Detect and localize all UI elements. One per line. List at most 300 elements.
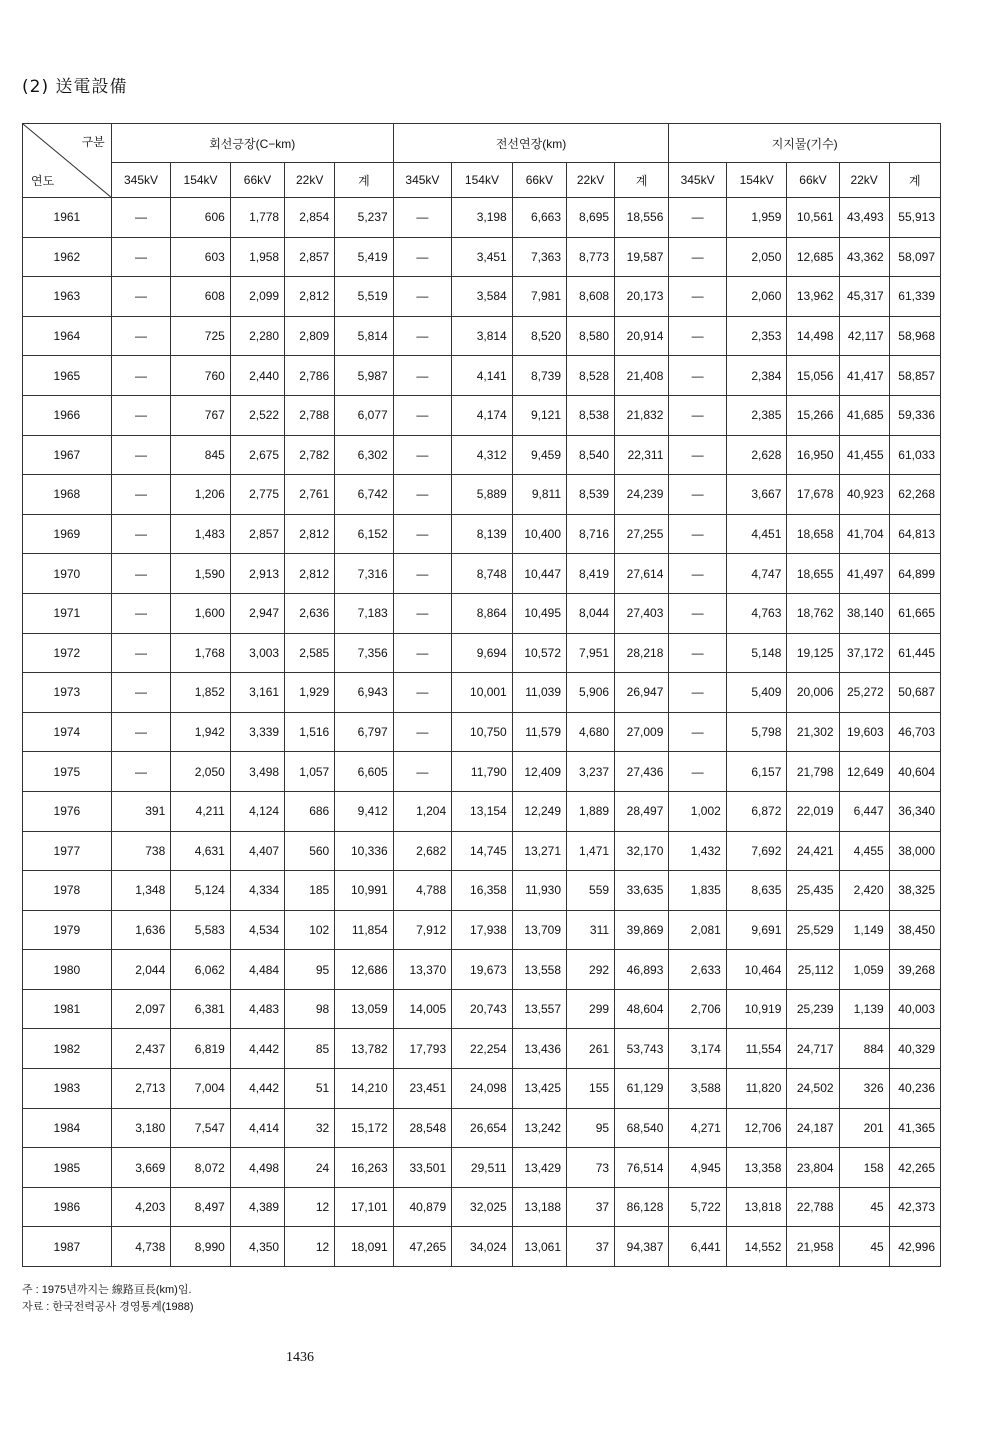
value-cell: 4,442 — [230, 1029, 284, 1069]
value-cell: 2,854 — [285, 198, 335, 238]
year-cell: 1968 — [23, 475, 112, 515]
value-cell: 43,362 — [839, 237, 889, 277]
value-cell: 24,239 — [615, 475, 669, 515]
value-cell: 86,128 — [615, 1187, 669, 1227]
value-cell: 2,628 — [726, 435, 787, 475]
value-cell: 24,187 — [787, 1108, 839, 1148]
value-cell: 6,819 — [171, 1029, 231, 1069]
value-cell: — — [111, 237, 171, 277]
value-cell: 4,174 — [452, 395, 513, 435]
value-cell: 41,365 — [889, 1108, 940, 1148]
value-cell: 32 — [285, 1108, 335, 1148]
value-cell: 46,703 — [889, 712, 940, 752]
value-cell: 41,455 — [839, 435, 889, 475]
value-cell: 559 — [567, 871, 615, 911]
value-cell: 1,835 — [669, 871, 726, 911]
value-cell: 61,665 — [889, 593, 940, 633]
value-cell: 7,912 — [393, 910, 451, 950]
value-cell: 6,441 — [669, 1227, 726, 1267]
value-cell: 42,996 — [889, 1227, 940, 1267]
value-cell: 326 — [839, 1069, 889, 1109]
value-cell: 3,174 — [669, 1029, 726, 1069]
value-cell: 1,149 — [839, 910, 889, 950]
value-cell: 1,483 — [171, 514, 231, 554]
value-cell: 9,811 — [512, 475, 566, 515]
value-cell: 19,603 — [839, 712, 889, 752]
subheader-cell: 22kV — [285, 163, 335, 198]
value-cell: 3,588 — [669, 1069, 726, 1109]
value-cell: 22,311 — [615, 435, 669, 475]
value-cell: — — [111, 633, 171, 673]
value-cell: 19,587 — [615, 237, 669, 277]
year-cell: 1977 — [23, 831, 112, 871]
value-cell: 17,101 — [335, 1187, 393, 1227]
value-cell: — — [669, 198, 726, 238]
value-cell: 1,958 — [230, 237, 284, 277]
value-cell: 2,636 — [285, 593, 335, 633]
value-cell: 20,743 — [452, 989, 513, 1029]
table-row — [23, 593, 941, 633]
value-cell: 53,743 — [615, 1029, 669, 1069]
value-cell: 4,534 — [230, 910, 284, 950]
value-cell: 4,407 — [230, 831, 284, 871]
value-cell: 36,340 — [889, 791, 940, 831]
year-cell: 1978 — [23, 871, 112, 911]
year-cell: 1971 — [23, 593, 112, 633]
value-cell: 1,768 — [171, 633, 231, 673]
value-cell: 64,813 — [889, 514, 940, 554]
value-cell: 10,447 — [512, 554, 566, 594]
value-cell: 13,188 — [512, 1187, 566, 1227]
value-cell: — — [111, 395, 171, 435]
value-cell: 560 — [285, 831, 335, 871]
value-cell: 3,814 — [452, 316, 513, 356]
year-cell: 1970 — [23, 554, 112, 594]
subheader-cell: 22kV — [839, 163, 889, 198]
value-cell: 3,339 — [230, 712, 284, 752]
value-cell: 2,782 — [285, 435, 335, 475]
subheader-cell: 66kV — [787, 163, 839, 198]
table-row — [23, 712, 941, 752]
value-cell: 21,302 — [787, 712, 839, 752]
value-cell: 25,112 — [787, 950, 839, 990]
value-cell: 5,889 — [452, 475, 513, 515]
value-cell: — — [669, 435, 726, 475]
value-cell: 61,445 — [889, 633, 940, 673]
table-row — [23, 1187, 941, 1227]
year-cell: 1969 — [23, 514, 112, 554]
year-cell: 1965 — [23, 356, 112, 396]
value-cell: 2,585 — [285, 633, 335, 673]
value-cell: 24,717 — [787, 1029, 839, 1069]
value-cell: 3,180 — [111, 1108, 171, 1148]
value-cell: 8,139 — [452, 514, 513, 554]
value-cell: — — [111, 554, 171, 594]
table-row — [23, 395, 941, 435]
value-cell: 155 — [567, 1069, 615, 1109]
table-row — [23, 1227, 941, 1267]
value-cell: 20,173 — [615, 277, 669, 317]
table-row — [23, 871, 941, 911]
value-cell: — — [111, 752, 171, 792]
value-cell: 27,403 — [615, 593, 669, 633]
value-cell: 28,548 — [393, 1108, 451, 1148]
table-row — [23, 277, 941, 317]
value-cell: — — [669, 554, 726, 594]
value-cell: 10,400 — [512, 514, 566, 554]
group-header-supports: 지지물(기수) — [669, 124, 941, 163]
value-cell: — — [669, 593, 726, 633]
footnote-note: 주 : 1975년까지는 線路亘長(km)임. — [22, 1284, 192, 1296]
value-cell: 20,006 — [787, 673, 839, 713]
group-header-conductor-length: 전선연장(km) — [393, 124, 669, 163]
page-number: 1436 — [286, 1350, 314, 1365]
year-cell: 1981 — [23, 989, 112, 1029]
value-cell: 18,655 — [787, 554, 839, 594]
value-cell: 8,773 — [567, 237, 615, 277]
value-cell: 1,059 — [839, 950, 889, 990]
value-cell: — — [669, 277, 726, 317]
value-cell: 2,440 — [230, 356, 284, 396]
value-cell: 4,763 — [726, 593, 787, 633]
table-row — [23, 198, 941, 238]
year-cell: 1976 — [23, 791, 112, 831]
value-cell: 201 — [839, 1108, 889, 1148]
value-cell: 5,148 — [726, 633, 787, 673]
value-cell: 13,429 — [512, 1148, 566, 1188]
value-cell: 42,117 — [839, 316, 889, 356]
value-cell: 46,893 — [615, 950, 669, 990]
value-cell: 29,511 — [452, 1148, 513, 1188]
value-cell: 1,636 — [111, 910, 171, 950]
value-cell: 48,604 — [615, 989, 669, 1029]
value-cell: 1,432 — [669, 831, 726, 871]
value-cell: 17,678 — [787, 475, 839, 515]
value-cell: 606 — [171, 198, 231, 238]
value-cell: 13,242 — [512, 1108, 566, 1148]
value-cell: 22,788 — [787, 1187, 839, 1227]
value-cell: — — [111, 514, 171, 554]
value-cell: 13,558 — [512, 950, 566, 990]
year-cell: 1962 — [23, 237, 112, 277]
value-cell: 98 — [285, 989, 335, 1029]
value-cell: 4,271 — [669, 1108, 726, 1148]
value-cell: 6,062 — [171, 950, 231, 990]
value-cell: — — [669, 712, 726, 752]
value-cell: 311 — [567, 910, 615, 950]
value-cell: 4,334 — [230, 871, 284, 911]
value-cell: 2,081 — [669, 910, 726, 950]
corner-label-year: 연도 — [31, 174, 55, 188]
value-cell: 9,691 — [726, 910, 787, 950]
table-row — [23, 1029, 941, 1069]
value-cell: 2,050 — [171, 752, 231, 792]
value-cell: 41,417 — [839, 356, 889, 396]
value-cell: — — [669, 475, 726, 515]
value-cell: 11,820 — [726, 1069, 787, 1109]
table-row — [23, 475, 941, 515]
value-cell: 23,451 — [393, 1069, 451, 1109]
value-cell: 4,211 — [171, 791, 231, 831]
value-cell: 13,436 — [512, 1029, 566, 1069]
value-cell: 21,958 — [787, 1227, 839, 1267]
value-cell: 13,425 — [512, 1069, 566, 1109]
value-cell: — — [393, 554, 451, 594]
value-cell: 6,663 — [512, 198, 566, 238]
value-cell: 50,687 — [889, 673, 940, 713]
year-cell: 1963 — [23, 277, 112, 317]
value-cell: — — [111, 316, 171, 356]
year-cell: 1984 — [23, 1108, 112, 1148]
value-cell: 1,852 — [171, 673, 231, 713]
value-cell: 1,590 — [171, 554, 231, 594]
value-cell: 20,914 — [615, 316, 669, 356]
subheader-cell: 계 — [615, 163, 669, 198]
value-cell: 1,600 — [171, 593, 231, 633]
value-cell: 4,389 — [230, 1187, 284, 1227]
value-cell: 686 — [285, 791, 335, 831]
value-cell: 25,435 — [787, 871, 839, 911]
value-cell: 11,554 — [726, 1029, 787, 1069]
year-cell: 1967 — [23, 435, 112, 475]
value-cell: 12,649 — [839, 752, 889, 792]
value-cell: 10,572 — [512, 633, 566, 673]
value-cell: 26,947 — [615, 673, 669, 713]
subheader-cell: 345kV — [669, 163, 726, 198]
value-cell: 13,962 — [787, 277, 839, 317]
value-cell: 14,210 — [335, 1069, 393, 1109]
value-cell: — — [393, 316, 451, 356]
table-row — [23, 831, 941, 871]
value-cell: 4,442 — [230, 1069, 284, 1109]
footnote-source: 자료 : 한국전력공사 경영통계(1988) — [22, 1301, 194, 1313]
value-cell: 18,658 — [787, 514, 839, 554]
value-cell: 61,339 — [889, 277, 940, 317]
value-cell: 6,152 — [335, 514, 393, 554]
subheader-cell: 154kV — [171, 163, 231, 198]
value-cell: 13,370 — [393, 950, 451, 990]
value-cell: 38,450 — [889, 910, 940, 950]
value-cell: 23,804 — [787, 1148, 839, 1188]
value-cell: 2,812 — [285, 554, 335, 594]
value-cell: 3,161 — [230, 673, 284, 713]
value-cell: 41,497 — [839, 554, 889, 594]
value-cell: — — [393, 593, 451, 633]
value-cell: 8,520 — [512, 316, 566, 356]
table-row — [23, 514, 941, 554]
value-cell: 27,255 — [615, 514, 669, 554]
value-cell: 25,239 — [787, 989, 839, 1029]
value-cell: 4,738 — [111, 1227, 171, 1267]
value-cell: — — [393, 237, 451, 277]
table-row — [23, 554, 941, 594]
value-cell: 45 — [839, 1187, 889, 1227]
value-cell: 73 — [567, 1148, 615, 1188]
value-cell: 9,412 — [335, 791, 393, 831]
value-cell: — — [669, 316, 726, 356]
value-cell: 18,556 — [615, 198, 669, 238]
value-cell: 8,072 — [171, 1148, 231, 1188]
table-row — [23, 910, 941, 950]
value-cell: 11,790 — [452, 752, 513, 792]
year-cell: 1966 — [23, 395, 112, 435]
value-cell: 2,280 — [230, 316, 284, 356]
value-cell: 32,170 — [615, 831, 669, 871]
value-cell: 15,266 — [787, 395, 839, 435]
value-cell: 4,631 — [171, 831, 231, 871]
value-cell: — — [111, 475, 171, 515]
value-cell: 4,455 — [839, 831, 889, 871]
value-cell: 27,009 — [615, 712, 669, 752]
value-cell: 45,317 — [839, 277, 889, 317]
year-cell: 1983 — [23, 1069, 112, 1109]
value-cell: 61,129 — [615, 1069, 669, 1109]
value-cell: 2,420 — [839, 871, 889, 911]
value-cell: 76,514 — [615, 1148, 669, 1188]
value-cell: 2,706 — [669, 989, 726, 1029]
value-cell: 1,516 — [285, 712, 335, 752]
value-cell: 2,050 — [726, 237, 787, 277]
value-cell: 10,919 — [726, 989, 787, 1029]
value-cell: 2,437 — [111, 1029, 171, 1069]
value-cell: 15,056 — [787, 356, 839, 396]
value-cell: 33,501 — [393, 1148, 451, 1188]
value-cell: 14,005 — [393, 989, 451, 1029]
value-cell: 95 — [285, 950, 335, 990]
table-row — [23, 1148, 941, 1188]
value-cell: 18,091 — [335, 1227, 393, 1267]
value-cell: 1,348 — [111, 871, 171, 911]
value-cell: 11,930 — [512, 871, 566, 911]
value-cell: 8,540 — [567, 435, 615, 475]
group-header-circuit-length: 회선긍장(C−km) — [111, 124, 393, 163]
value-cell: 9,459 — [512, 435, 566, 475]
subheader-row — [23, 163, 941, 198]
value-cell: 8,990 — [171, 1227, 231, 1267]
value-cell: 25,272 — [839, 673, 889, 713]
subheader-cell: 345kV — [393, 163, 451, 198]
value-cell: — — [111, 277, 171, 317]
value-cell: 5,519 — [335, 277, 393, 317]
value-cell: 6,447 — [839, 791, 889, 831]
value-cell: 8,716 — [567, 514, 615, 554]
value-cell: 68,540 — [615, 1108, 669, 1148]
value-cell: 58,968 — [889, 316, 940, 356]
value-cell: 2,384 — [726, 356, 787, 396]
value-cell: 10,001 — [452, 673, 513, 713]
value-cell: — — [393, 712, 451, 752]
value-cell: 10,991 — [335, 871, 393, 911]
value-cell: 12,706 — [726, 1108, 787, 1148]
table-row — [23, 989, 941, 1029]
value-cell: 2,522 — [230, 395, 284, 435]
value-cell: 26,654 — [452, 1108, 513, 1148]
value-cell: 40,236 — [889, 1069, 940, 1109]
value-cell: — — [393, 435, 451, 475]
value-cell: 2,675 — [230, 435, 284, 475]
value-cell: 1,002 — [669, 791, 726, 831]
value-cell: — — [393, 475, 451, 515]
value-cell: 13,154 — [452, 791, 513, 831]
value-cell: 40,329 — [889, 1029, 940, 1069]
value-cell: 45 — [839, 1227, 889, 1267]
value-cell: 5,124 — [171, 871, 231, 911]
value-cell: 19,125 — [787, 633, 839, 673]
value-cell: 7,951 — [567, 633, 615, 673]
value-cell: 760 — [171, 356, 231, 396]
value-cell: 12 — [285, 1227, 335, 1267]
value-cell: 27,436 — [615, 752, 669, 792]
value-cell: 22,019 — [787, 791, 839, 831]
table-row — [23, 435, 941, 475]
value-cell: 8,528 — [567, 356, 615, 396]
value-cell: 6,077 — [335, 395, 393, 435]
value-cell: 14,552 — [726, 1227, 787, 1267]
value-cell: 41,685 — [839, 395, 889, 435]
value-cell: 34,024 — [452, 1227, 513, 1267]
value-cell: — — [111, 712, 171, 752]
value-cell: 299 — [567, 989, 615, 1029]
section-title: (2) 送電設備 — [22, 77, 128, 97]
value-cell: 2,099 — [230, 277, 284, 317]
corner-label-category: 구분 — [81, 135, 105, 149]
value-cell: 8,580 — [567, 316, 615, 356]
value-cell: 4,484 — [230, 950, 284, 990]
value-cell: 10,495 — [512, 593, 566, 633]
value-cell: 4,203 — [111, 1187, 171, 1227]
value-cell: 10,750 — [452, 712, 513, 752]
value-cell: 3,003 — [230, 633, 284, 673]
value-cell: 4,451 — [726, 514, 787, 554]
value-cell: 24 — [285, 1148, 335, 1188]
value-cell: 95 — [567, 1108, 615, 1148]
value-cell: 8,538 — [567, 395, 615, 435]
year-cell: 1982 — [23, 1029, 112, 1069]
value-cell: 8,748 — [452, 554, 513, 594]
value-cell: 8,419 — [567, 554, 615, 594]
value-cell: 17,938 — [452, 910, 513, 950]
value-cell: 25,529 — [787, 910, 839, 950]
value-cell: 884 — [839, 1029, 889, 1069]
value-cell: 27,614 — [615, 554, 669, 594]
value-cell: 13,709 — [512, 910, 566, 950]
value-cell: 2,633 — [669, 950, 726, 990]
value-cell: 2,947 — [230, 593, 284, 633]
value-cell: 38,000 — [889, 831, 940, 871]
value-cell: 3,451 — [452, 237, 513, 277]
value-cell: 261 — [567, 1029, 615, 1069]
value-cell: 3,667 — [726, 475, 787, 515]
value-cell: 22,254 — [452, 1029, 513, 1069]
table-row — [23, 1108, 941, 1148]
subheader-cell: 66kV — [512, 163, 566, 198]
value-cell: 2,353 — [726, 316, 787, 356]
value-cell: 158 — [839, 1148, 889, 1188]
value-cell: 2,913 — [230, 554, 284, 594]
value-cell: 6,381 — [171, 989, 231, 1029]
value-cell: 6,157 — [726, 752, 787, 792]
value-cell: 58,097 — [889, 237, 940, 277]
value-cell: 738 — [111, 831, 171, 871]
value-cell: — — [393, 277, 451, 317]
value-cell: 7,692 — [726, 831, 787, 871]
value-cell: 5,722 — [669, 1187, 726, 1227]
value-cell: 5,987 — [335, 356, 393, 396]
year-cell: 1972 — [23, 633, 112, 673]
value-cell: — — [669, 673, 726, 713]
value-cell: 2,682 — [393, 831, 451, 871]
value-cell: 40,604 — [889, 752, 940, 792]
